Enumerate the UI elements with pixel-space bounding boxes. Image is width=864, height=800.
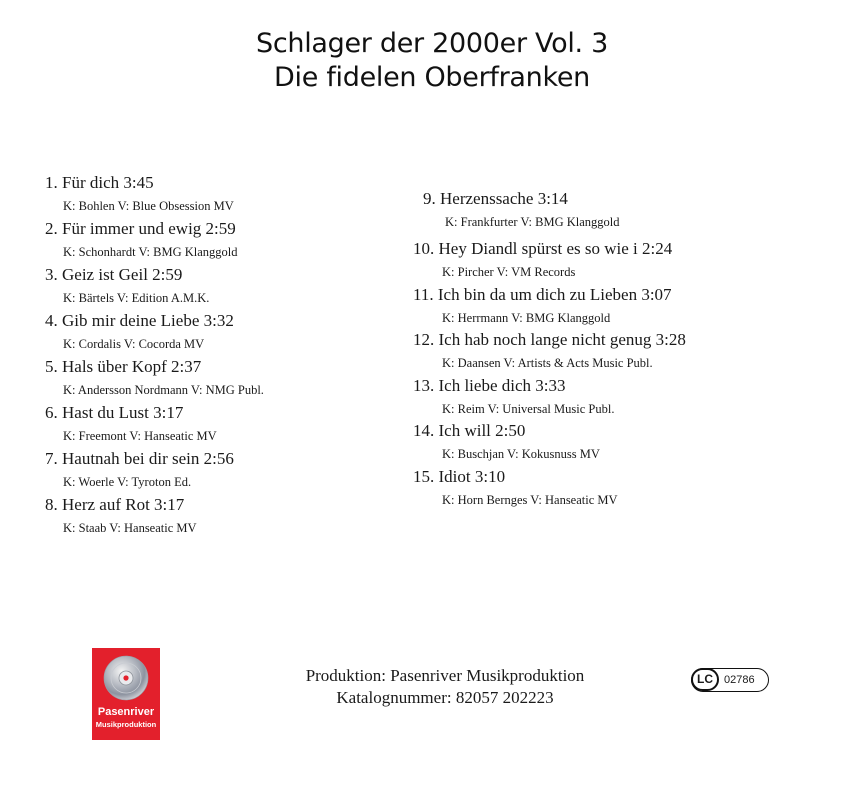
track-credit: K: Pircher V: VM Records <box>442 265 576 279</box>
track-credit: K: Herrmann V: BMG Klanggold <box>442 310 611 325</box>
track-credit: K: Cordalis V: Cocorda MV <box>63 337 205 351</box>
track-title: 10. Hey Diandl spürst es so wie i 2:24 <box>413 239 673 258</box>
track-item <box>45 218 264 264</box>
track-item <box>413 238 686 284</box>
track-title: 2. Für immer und ewig 2:59 <box>45 219 236 238</box>
track-item <box>45 356 264 402</box>
tracklist-right <box>413 188 686 511</box>
track-item <box>413 375 686 421</box>
track-credit: K: Buschjan V: Kokusnuss MV <box>442 447 600 461</box>
track-item <box>413 284 686 330</box>
production-line: Produktion: Pasenriver Musikproduktion <box>305 666 585 685</box>
track-item <box>413 188 686 238</box>
track-title: 8. Herz auf Rot 3:17 <box>45 495 185 514</box>
track-item <box>45 310 264 356</box>
track-item <box>45 494 264 540</box>
track-title: 7. Hautnah bei dir sein 2:56 <box>45 449 234 468</box>
track-credit: K: Reim V: Universal Music Publ. <box>442 401 615 416</box>
track-credit: K: Bärtels V: Edition A.M.K. <box>63 291 210 305</box>
track-credit: K: Andersson Nordmann V: NMG Publ. <box>63 383 264 397</box>
track-credit: K: Staab V: Hanseatic MV <box>63 521 197 535</box>
track-title: 6. Hast du Lust 3:17 <box>45 403 184 422</box>
logo-name: Pasenriver <box>97 706 155 718</box>
track-item <box>45 172 264 218</box>
track-title: 12. Ich hab noch lange nicht genug 3:28 <box>413 330 686 349</box>
production-info <box>240 665 650 709</box>
artist-name: Die fidelen Oberfranken <box>274 62 590 93</box>
track-credit: K: Horn Bernges V: Hanseatic MV <box>442 492 618 507</box>
track-item <box>45 264 264 310</box>
cd-disc-icon <box>102 654 150 702</box>
track-title: 4. Gib mir deine Liebe 3:32 <box>45 311 234 330</box>
track-credit: K: Freemont V: Hanseatic MV <box>63 429 217 443</box>
track-item <box>45 448 264 494</box>
track-title: 13. Ich liebe dich 3:33 <box>413 375 566 395</box>
lc-number: 02786 <box>724 674 755 686</box>
track-credit: K: Woerle V: Tyroton Ed. <box>63 475 192 489</box>
track-item <box>413 420 686 466</box>
lc-mark: LC <box>691 668 719 691</box>
track-title: 11. Ich bin da um dich zu Lieben 3:07 <box>413 284 672 304</box>
track-credit: K: Frankfurter V: BMG Klanggold <box>445 215 620 229</box>
track-title: 9. Herzenssache 3:14 <box>423 189 568 208</box>
track-item <box>413 466 686 512</box>
album-title: Schlager der 2000er Vol. 3 <box>256 28 608 59</box>
tracklist-left <box>45 172 264 540</box>
label-code <box>691 668 769 692</box>
track-title: 14. Ich will 2:50 <box>413 421 526 440</box>
track-item <box>45 402 264 448</box>
track-title: 3. Geiz ist Geil 2:59 <box>45 265 183 284</box>
track-credit: K: Schonhardt V: BMG Klanggold <box>63 245 238 259</box>
catalog-number: Katalognummer: 82057 202223 <box>336 688 554 707</box>
track-credit: K: Daansen V: Artists & Acts Music Publ. <box>442 356 653 370</box>
track-item <box>413 329 686 375</box>
logo-subtitle: Musikproduktion <box>95 720 157 729</box>
pasenriver-logo <box>92 648 160 740</box>
track-title: 5. Hals über Kopf 2:37 <box>45 357 202 376</box>
track-title: 1. Für dich 3:45 <box>45 173 154 192</box>
track-title: 15. Idiot 3:10 <box>413 466 506 486</box>
track-credit: K: Bohlen V: Blue Obsession MV <box>63 199 234 213</box>
